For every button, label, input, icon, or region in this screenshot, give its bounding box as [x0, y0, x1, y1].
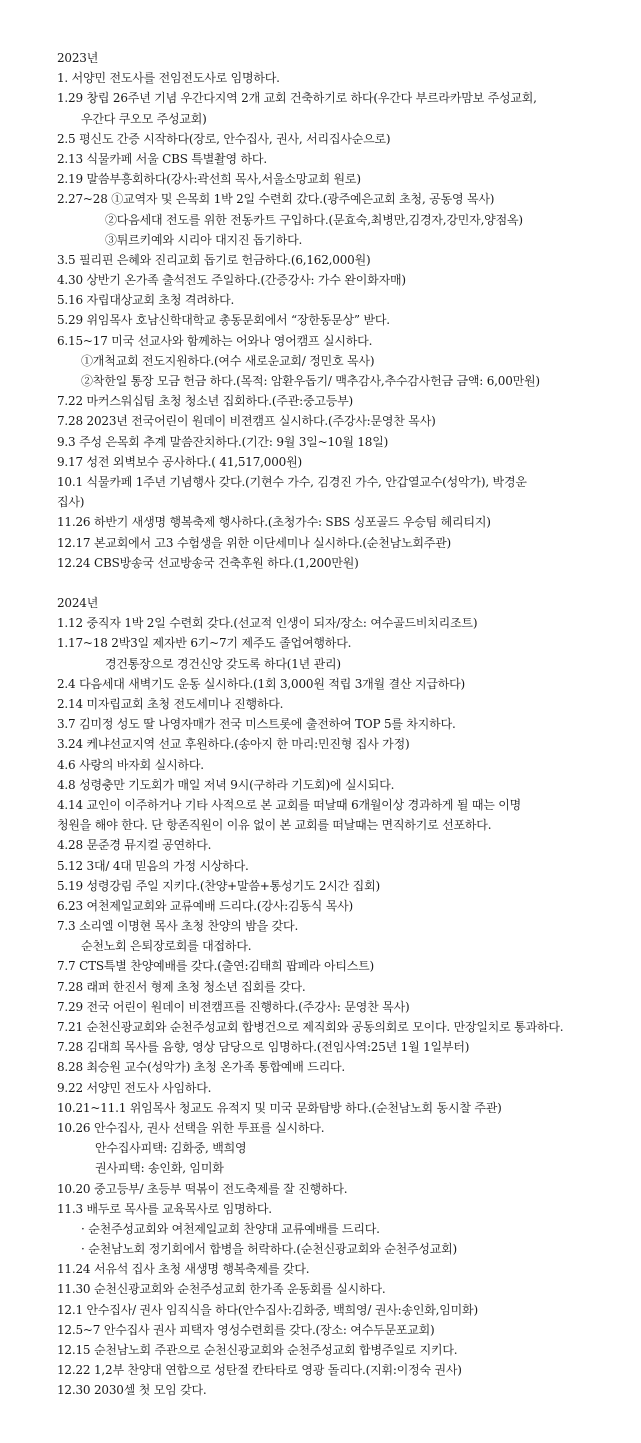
- entry-line: ③튀르키예와 시리아 대지진 돕기하다.: [105, 232, 303, 247]
- entry-line: 9.17 성전 외벽보수 공사하다.( 41,517,000원): [57, 454, 302, 469]
- entry-line: 5.12 3대/ 4대 믿음의 가정 시상하다.: [57, 858, 249, 873]
- bullet-line: · 순천주성교회와 여천제일교회 찬양대 교류예배를 드리다.: [81, 1221, 380, 1236]
- entry-line: 5.19 성령강림 주일 지키다.(찬양+말씀+통성기도 2시간 집회): [57, 878, 380, 893]
- entry-line: 5.29 위임목사 호남신학대학교 총동문회에서 “장한동문상” 받다.: [57, 313, 390, 328]
- entry-line: 4.30 상반기 온가족 출석전도 주일하다.(간증강사: 가수 완이화자매): [57, 273, 406, 288]
- entry-line: 우간다 쿠오모 주성교회): [81, 111, 207, 126]
- entry-line: 11.24 서유석 집사 초청 새생명 행복축제를 갖다.: [57, 1262, 310, 1277]
- entry-line: 10.26 안수집사, 권사 선택을 위한 투표를 실시하다.: [57, 1120, 325, 1135]
- entry-line: 7.7 CTS특별 찬양예배를 갖다.(출연:김태희 팝페라 아티스트): [57, 959, 375, 974]
- entry-line: 안수집사피택: 김화중, 백희영: [95, 1141, 247, 1156]
- entry-line: 6.23 여천제일교회와 교류예배 드리다.(강사:김동식 목사): [57, 898, 354, 913]
- section-2024: [57, 593, 597, 1401]
- entry-line: 3.7 김미정 성도 딸 나영자매가 전국 미스트롯에 출전하여 TOP 5를 차지하다.: [57, 717, 456, 732]
- entry-line: 2.14 미자립교회 초청 전도세미나 진행하다.: [57, 697, 284, 711]
- entry-line: 권사피택: 송인화, 임미화: [95, 1161, 224, 1176]
- entry-line: 9.3 주성 은목회 추계 말씀잔치하다.(기간: 9월 3일~10월 18일): [57, 434, 389, 449]
- entry-line: 12.24 CBS방송국 선교방송국 건축후원 하다.(1,200만원): [57, 555, 359, 570]
- entry-line: 12.22 1,2부 찬양대 연합으로 성탄절 칸타타로 영광 돌리다.(지휘:이정숙 권사): [57, 1363, 462, 1378]
- entry-line: 10.1 식물카페 1주년 기념행사 갖다.(기현수 가수, 김경진 가수, 안갑열교수(성악가), 박경운: [57, 474, 527, 489]
- entry-line: 2.27~28 ①교역자 및 은목회 1박 2일 수련회 갔다.(광주예은교회 초청, 공동영 목사): [57, 192, 495, 207]
- entry-line: 12.5~7 안수집사 권사 피택자 영성수련회를 갖다.(장소: 여수두문포교회): [57, 1322, 435, 1337]
- entry-line: 순천노회 은퇴장로회를 대접하다.: [81, 939, 252, 954]
- entry-line: 1.17~18 2박3일 제자반 6기~7기 제주도 졸업여행하다.: [57, 636, 352, 651]
- entry-line: 청원을 해야 한다. 단 항존직원이 이유 없이 본 교회를 떠날때는 면직하기로 선포하다.: [57, 818, 492, 833]
- entry-line: 11.3 배두로 목사를 교육목사로 임명하다.: [57, 1201, 272, 1216]
- entry-line: 1.29 창립 26주년 기념 우간다지역 2개 교회 건축하기로 하다(우간다 부르라카맘보 주성교회,: [57, 91, 537, 106]
- entry-line: 10.20 중고등부/ 초등부 떡볶이 전도축제를 잘 진행하다.: [57, 1181, 348, 1196]
- year-heading: 2023년: [57, 51, 99, 65]
- entry-line: 5.16 자립대상교회 초청 격려하다.: [57, 293, 235, 308]
- entry-line: 9.22 서양민 전도사 사임하다.: [57, 1080, 212, 1095]
- entry-line: 7.22 마커스워십팀 초청 청소년 집회하다.(주관:중고등부): [57, 394, 354, 409]
- entry-line: 3.24 케냐선교지역 선교 후원하다.(송아지 한 마리:민진형 집사 가정): [57, 737, 410, 752]
- entry-line: 2.5 평신도 간증 시작하다(장로, 안수집사, 권사, 서리집사순으로): [57, 131, 391, 146]
- document-body: [57, 48, 597, 1401]
- entry-line: ②착한일 통장 모금 헌금 하다.(목적: 암환우돕기/ 맥추감사,추수감사헌금 금액: 6,00만원): [81, 374, 540, 388]
- entry-line: 4.6 사랑의 바자회 실시하다.: [57, 757, 204, 772]
- entry-line: 2.19 말씀부흥회하다(강사:곽선희 목사,서울소망교회 원로): [57, 172, 361, 187]
- entry-line: 12.15 순천남노회 주관으로 순천신광교회와 순천주성교회 합병주일로 지키다.: [57, 1343, 458, 1357]
- entry-line: 7.29 전국 어린이 원데이 비젼캠프를 진행하다.(주강사: 문영찬 목사): [57, 999, 410, 1014]
- entry-line: 4.8 성령충만 기도회가 매일 저녁 9시(구하라 기도회)에 실시되다.: [57, 777, 395, 792]
- entry-line: 1.12 중직자 1박 2일 수련회 갖다.(선교적 인생이 되자/장소: 여수골드비치리조트): [57, 616, 478, 631]
- entry-line: ②다음세대 전도를 위한 전동카트 구입하다.(문효숙,최병만,김경자,강민자,양점옥): [105, 212, 523, 227]
- entry-line: 11.26 하반기 새생명 행복축제 행사하다.(초청가수: SBS 싱포골드 우승팀 헤리티지): [57, 515, 491, 530]
- entry-line: 4.28 문준경 뮤지컬 공연하다.: [57, 838, 212, 853]
- entry-line: 11.30 순천신광교회와 순천주성교회 한가족 운동회를 실시하다.: [57, 1282, 386, 1297]
- section-2023: [57, 48, 597, 573]
- entry-line: 10.21~11.1 위임목사 청교도 유적지 및 미국 문화탐방 하다.(순천남노회 동시찰 주관): [57, 1100, 502, 1115]
- entry-line: 7.3 소리엘 이명현 목사 초청 찬양의 밤을 갖다.: [57, 919, 299, 934]
- entry-line: ①개척교회 전도지원하다.(여수 새로운교회/ 정민호 목사): [81, 353, 375, 368]
- entry-line: 1. 서양민 전도사를 전임전도사로 임명하다.: [57, 71, 280, 86]
- entry-line: 2.13 식물카페 서울 CBS 특별촬영 하다.: [57, 151, 267, 166]
- entry-line: 12.1 안수집사/ 권사 임직식을 하다(안수집사:김화중, 백희영/ 권사:송인화,임미화): [57, 1302, 478, 1317]
- entry-line: 7.28 김대희 목사를 음향, 영상 담당으로 임명하다.(전임사역:25년 1월 1일부터): [57, 1040, 470, 1055]
- entry-line: 12.17 본교회에서 고3 수험생을 위한 이단세미나 실시하다.(순천남노회주관): [57, 535, 452, 550]
- entry-line: 7.21 순천신광교회와 순천주성교회 합병건으로 제직회와 공동의회로 모이다. 만장일치로 통과하다.: [57, 1020, 564, 1034]
- entry-line: 4.14 교인이 이주하거나 기타 사적으로 본 교회를 떠날때 6개월이상 경과하게 될 때는 이명: [57, 797, 522, 812]
- entry-line: 3.5 필리핀 은혜와 진리교회 돕기로 헌금하다.(6,162,000원): [57, 252, 371, 267]
- year-heading: 2024년: [57, 596, 99, 611]
- entry-line: 7.28 2023년 전국어린이 원데이 비젼캠프 실시하다.(주강사:문영찬 목사): [57, 414, 436, 429]
- entry-line: 집사): [57, 495, 85, 510]
- entry-line: 7.28 래퍼 한진서 형제 초청 청소년 집회를 갖다.: [57, 979, 306, 994]
- entry-line: 12.30 2030셀 첫 모임 갖다.: [57, 1383, 207, 1398]
- bullet-line: · 순천남노회 정기회에서 합병을 허락하다.(순천신광교회와 순천주성교회): [81, 1242, 458, 1257]
- entry-line: 6.15~17 미국 선교사와 함께하는 어와나 영어캠프 실시하다.: [57, 333, 373, 348]
- entry-line: 8.28 최승원 교수(성악가) 초청 온가족 통합예배 드리다.: [57, 1060, 346, 1075]
- entry-line: 경건통장으로 경건신앙 갖도록 하다(1년 관리): [105, 656, 341, 671]
- section-spacer: [57, 573, 597, 593]
- entry-line: 2.4 다음세대 새벽기도 운동 실시하다.(1회 3,000원 적립 3개월 결산 지급하다): [57, 676, 466, 691]
